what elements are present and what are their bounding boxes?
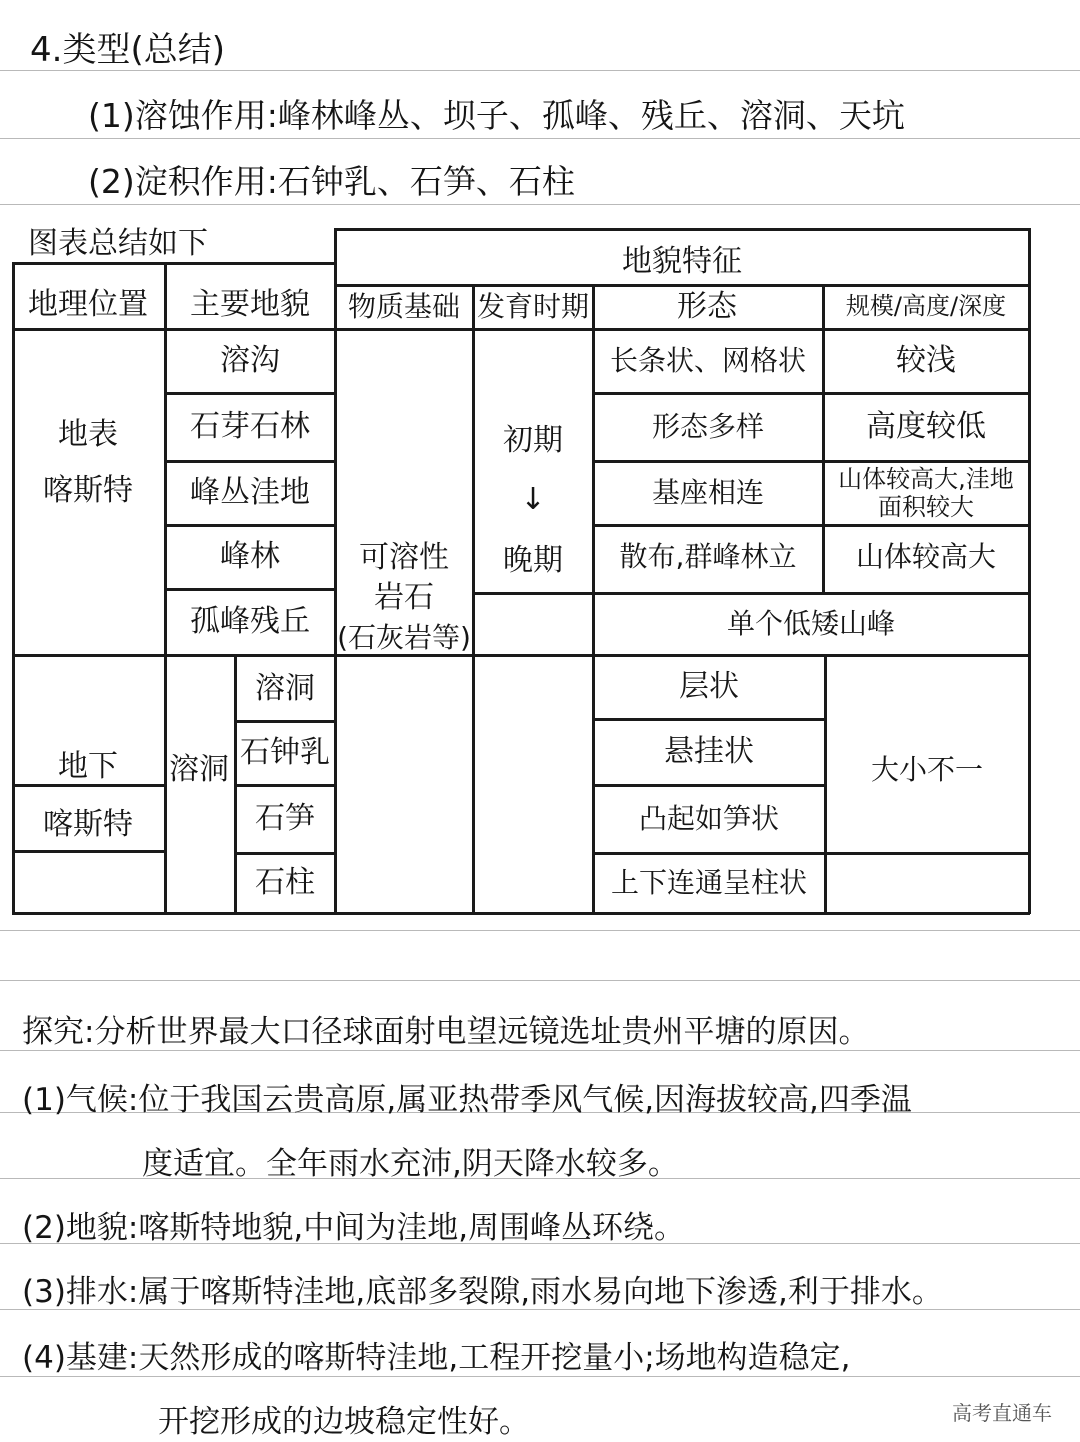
ruled-line <box>0 930 1080 931</box>
scale-cell: 高度较低 <box>866 408 986 444</box>
underground-shape-cell: 悬挂状 <box>664 733 754 769</box>
header-stage: 发育时期 <box>476 289 589 323</box>
underground-landform-cell: 溶洞 <box>255 670 315 706</box>
inquiry-climate-line2: 度适宜。全年雨水充沛,阴天降水较多。 <box>142 1146 679 1182</box>
location-surface-line2: 喀斯特 <box>43 472 133 508</box>
scale-cell-line1: 山体较高大,洼地 <box>838 465 1014 494</box>
section-title: 4.类型(总结) <box>30 30 225 70</box>
material-line2: 岩石 <box>374 579 434 615</box>
location-surface-line1: 地表 <box>58 416 118 452</box>
landform-cell: 溶沟 <box>220 342 280 378</box>
landform-cell: 孤峰残丘 <box>190 603 310 639</box>
table-caption: 图表总结如下 <box>28 226 208 261</box>
scale-cell: 山体较高大 <box>855 539 996 573</box>
underground-landform-cell: 石笋 <box>255 800 315 836</box>
landform-cell: 石芽石林 <box>190 408 310 444</box>
inquiry-construction-line1: (4)基建:天然形成的喀斯特洼地,工程开挖量小;场地构造稳定, <box>22 1340 851 1376</box>
header-landform: 主要地貌 <box>190 286 310 322</box>
material-line1: 可溶性 <box>359 539 449 575</box>
deposition-item: (2)淀积作用:石钟乳、石笋、石柱 <box>88 162 575 201</box>
scale-cell-line2: 面积较大 <box>878 493 974 522</box>
erosion-item: (1)溶蚀作用:峰林峰丛、坝子、孤峰、残丘、溶洞、天坑 <box>88 96 905 135</box>
underground-scale-cell: 大小不一 <box>870 752 983 786</box>
scale-cell: 较浅 <box>896 342 956 378</box>
location-underground-line1: 地下 <box>58 748 118 784</box>
underground-shape-cell: 凸起如笋状 <box>638 801 779 835</box>
header-shape: 形态 <box>677 288 737 324</box>
material-line3: (石灰岩等) <box>337 620 471 654</box>
shape-scale-merged-cell: 单个低矮山峰 <box>726 606 895 640</box>
underground-landform-cell: 石钟乳 <box>240 734 330 770</box>
underground-shape-cell: 上下连通呈柱状 <box>610 865 807 899</box>
inquiry-title: 探究:分析世界最大口径球面射电望远镜选址贵州平塘的原因。 <box>22 1014 870 1050</box>
landform-cell: 峰林 <box>220 538 280 574</box>
shape-cell: 散布,群峰林立 <box>619 539 797 573</box>
inquiry-landform: (2)地貌:喀斯特地貌,中间为洼地,周围峰丛环绕。 <box>22 1210 686 1246</box>
cave-label: 溶洞 <box>169 751 229 787</box>
location-underground-line2: 喀斯特 <box>43 806 133 842</box>
inquiry-drainage: (3)排水:属于喀斯特洼地,底部多裂隙,雨水易向地下渗透,利于排水。 <box>22 1274 943 1310</box>
shape-cell: 基座相连 <box>651 475 764 509</box>
shape-cell: 形态多样 <box>651 409 764 443</box>
header-location: 地理位置 <box>28 286 148 322</box>
underground-shape-cell: 层状 <box>679 668 739 704</box>
group-header-landform-features: 地貌特征 <box>622 243 742 279</box>
ruled-line <box>0 980 1080 981</box>
watermark: 高考直通车 <box>952 1403 1052 1425</box>
header-material: 物质基础 <box>347 289 460 323</box>
inquiry-construction-line2: 开挖形成的边坡稳定性好。 <box>158 1404 530 1440</box>
landform-cell: 峰丛洼地 <box>190 474 310 510</box>
underground-landform-cell: 石柱 <box>255 864 315 900</box>
header-scale: 规模/高度/深度 <box>845 292 1007 321</box>
shape-cell: 长条状、网格状 <box>609 343 806 377</box>
stage-arrow: ↓ <box>520 481 546 517</box>
stage-late: 晚期 <box>503 542 563 578</box>
stage-early: 初期 <box>503 422 563 458</box>
inquiry-climate-line1: (1)气候:位于我国云贵高原,属亚热带季风气候,因海拔较高,四季温 <box>22 1082 912 1118</box>
